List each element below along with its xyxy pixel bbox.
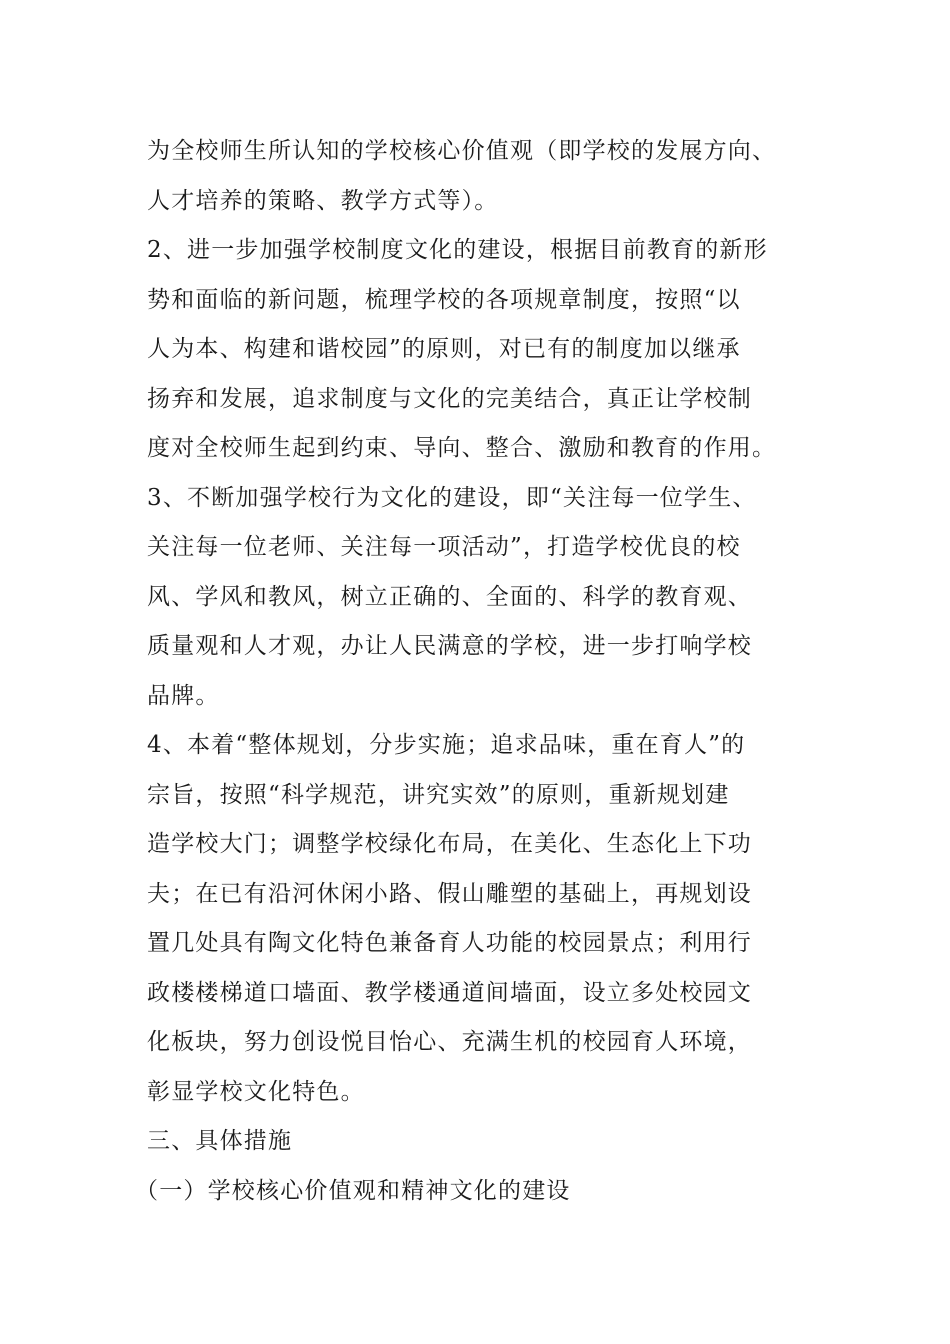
subsection-heading: （一）学校核心价值观和精神文化的建设 bbox=[135, 1177, 571, 1204]
text-line: 为全校师生所认知的学校核心价值观（即学校的发展方向、 bbox=[147, 138, 777, 164]
text-line: 人才培养的策略、教学方式等）。 bbox=[147, 187, 499, 214]
text-line: 势和面临的新问题，梳理学校的各项规章制度，按照“以 bbox=[147, 286, 741, 313]
text-line: 风、学风和教风，树立正确的、全面的、科学的教育观、 bbox=[147, 583, 752, 610]
text-line: 政楼楼梯道口墙面、教学楼通道间墙面，设立多处校园文 bbox=[147, 979, 752, 1006]
text-line: 人为本、构建和谐校园”的原则，对已有的制度加以继承 bbox=[147, 336, 741, 362]
text-line: 3、不断加强学校行为文化的建设，即“关注每一位学生、 bbox=[147, 484, 757, 511]
text-line: 置几处具有陶文化特色兼备育人功能的校园景点；利用行 bbox=[147, 930, 752, 956]
text-line: 质量观和人才观，办让人民满意的学校，进一步打响学校 bbox=[147, 633, 752, 659]
text-line: 造学校大门；调整学校绿化布局，在美化、生态化上下功 bbox=[147, 831, 752, 857]
text-line: 化板块，努力创设悦目怡心、充满生机的校园育人环境， bbox=[147, 1029, 752, 1055]
body-text bbox=[135, 127, 837, 1216]
text-line: 宗旨，按照“科学规范，讲究实效”的原则，重新规划建 bbox=[147, 781, 730, 808]
text-line: 关注每一位老师、关注每一项活动”，打造学校优良的校 bbox=[147, 534, 741, 560]
text-line: 4、本着“整体规划，分步实施；追求品味，重在育人”的 bbox=[147, 732, 746, 758]
section-heading: 三、具体措施 bbox=[147, 1128, 293, 1154]
text-line: 扬弃和发展，追求制度与文化的完美结合，真正让学校制 bbox=[147, 385, 752, 412]
text-line: 2、进一步加强学校制度文化的建设，根据目前教育的新形 bbox=[147, 237, 768, 263]
text-line: 彰显学校文化特色。 bbox=[147, 1078, 365, 1105]
text-line: 夫；在已有沿河休闲小路、假山雕塑的基础上，再规划设 bbox=[147, 880, 752, 907]
text-line: 品牌。 bbox=[147, 682, 220, 709]
text-line: 度对全校师生起到约束、导向、整合、激励和教育的作用。 bbox=[147, 435, 777, 461]
